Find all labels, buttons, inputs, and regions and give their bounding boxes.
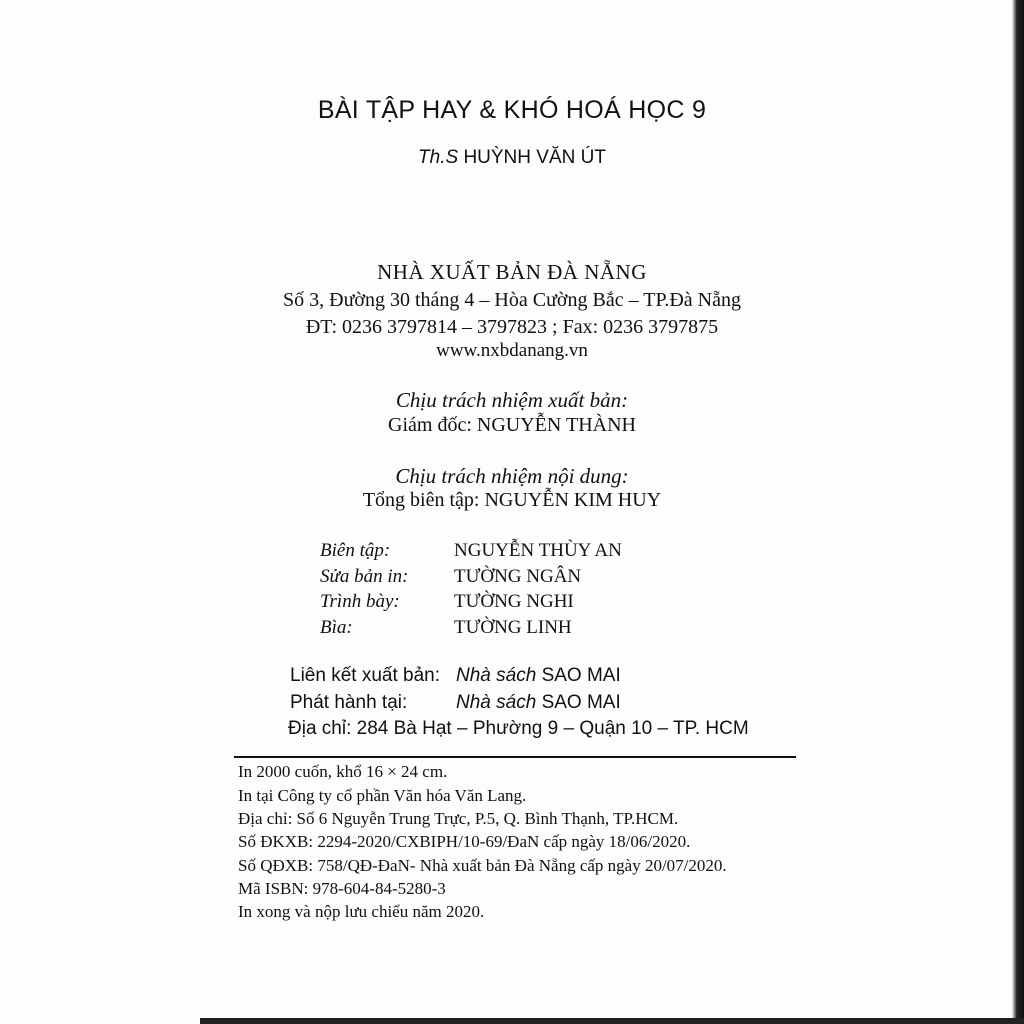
partner-label: Liên kết xuất bản: bbox=[290, 665, 440, 686]
staff-value: NGUYỄN THÙY AN bbox=[454, 540, 622, 561]
publisher-website: www.nxbdanang.vn bbox=[436, 340, 588, 361]
book-author bbox=[0, 147, 1024, 169]
publisher-phone: ĐT: 0236 3797814 – 3797823 ; Fax: 0236 3797875 bbox=[305, 316, 719, 338]
staff-value: TƯỜNG NGÂN bbox=[454, 566, 582, 587]
staff-label: Bìa: bbox=[320, 617, 353, 638]
publisher-address: Số 3, Đường 30 tháng 4 – Hòa Cường Bắc – TP.Đà Nẵng bbox=[283, 289, 741, 311]
staff-label: Trình bày: bbox=[320, 591, 400, 612]
distributor-address: Địa chỉ: 284 Bà Hạt – Phường 9 – Quận 10 – TP. HCM bbox=[288, 718, 749, 739]
partner-name: SAO MAI bbox=[541, 665, 621, 686]
staff-value: TƯỜNG LINH bbox=[454, 617, 572, 638]
publisher-name: NHÀ XUẤT BẢN ĐÀ NẴNG bbox=[377, 260, 647, 284]
content-responsibility-value: Tổng biên tập: NGUYỄN KIM HUY bbox=[362, 489, 662, 511]
partner-value bbox=[456, 665, 621, 687]
page-bottom-edge bbox=[200, 1018, 1024, 1024]
content-responsibility-label: Chịu trách nhiệm nội dung: bbox=[395, 464, 629, 488]
staff-label: Biên tập: bbox=[320, 540, 391, 561]
distributor-name: SAO MAI bbox=[541, 692, 621, 713]
divider bbox=[234, 756, 796, 758]
publishing-responsibility-label: Chịu trách nhiệm xuất bản: bbox=[395, 388, 629, 412]
colophon-line: Địa chỉ: Số 6 Nguyễn Trung Trực, P.5, Q. Bình Thạnh, TP.HCM. bbox=[238, 809, 679, 828]
colophon-line: In tại Công ty cổ phần Văn hóa Văn Lang. bbox=[238, 786, 527, 805]
colophon-line: Mã ISBN: 978-604-84-5280-3 bbox=[238, 879, 446, 898]
staff-label: Sửa bản in: bbox=[320, 566, 409, 587]
colophon-line: In xong và nộp lưu chiểu năm 2020. bbox=[238, 902, 485, 921]
colophon-line: Số QĐXB: 758/QĐ-ĐaN- Nhà xuất bản Đà Nẵng cấp ngày 20/07/2020. bbox=[238, 856, 727, 875]
staff-value: TƯỜNG NGHI bbox=[454, 591, 574, 612]
distributor-value bbox=[456, 692, 621, 714]
author-degree: Th.S bbox=[418, 147, 459, 168]
publishing-responsibility-value: Giám đốc: NGUYỄN THÀNH bbox=[388, 414, 636, 436]
distributor-label: Phát hành tại: bbox=[290, 692, 408, 713]
colophon-line: In 2000 cuốn, khổ 16 × 24 cm. bbox=[238, 762, 448, 781]
book-title: BÀI TẬP HAY & KHÓ HOÁ HỌC 9 bbox=[317, 96, 707, 124]
author-name: HUỲNH VĂN ÚT bbox=[463, 147, 606, 168]
distributor-prefix: Nhà sách bbox=[456, 692, 537, 713]
partner-prefix: Nhà sách bbox=[456, 665, 537, 686]
colophon-line: Số ĐKXB: 2294-2020/CXBIPH/10-69/ĐaN cấp ngày 18/06/2020. bbox=[238, 832, 691, 851]
